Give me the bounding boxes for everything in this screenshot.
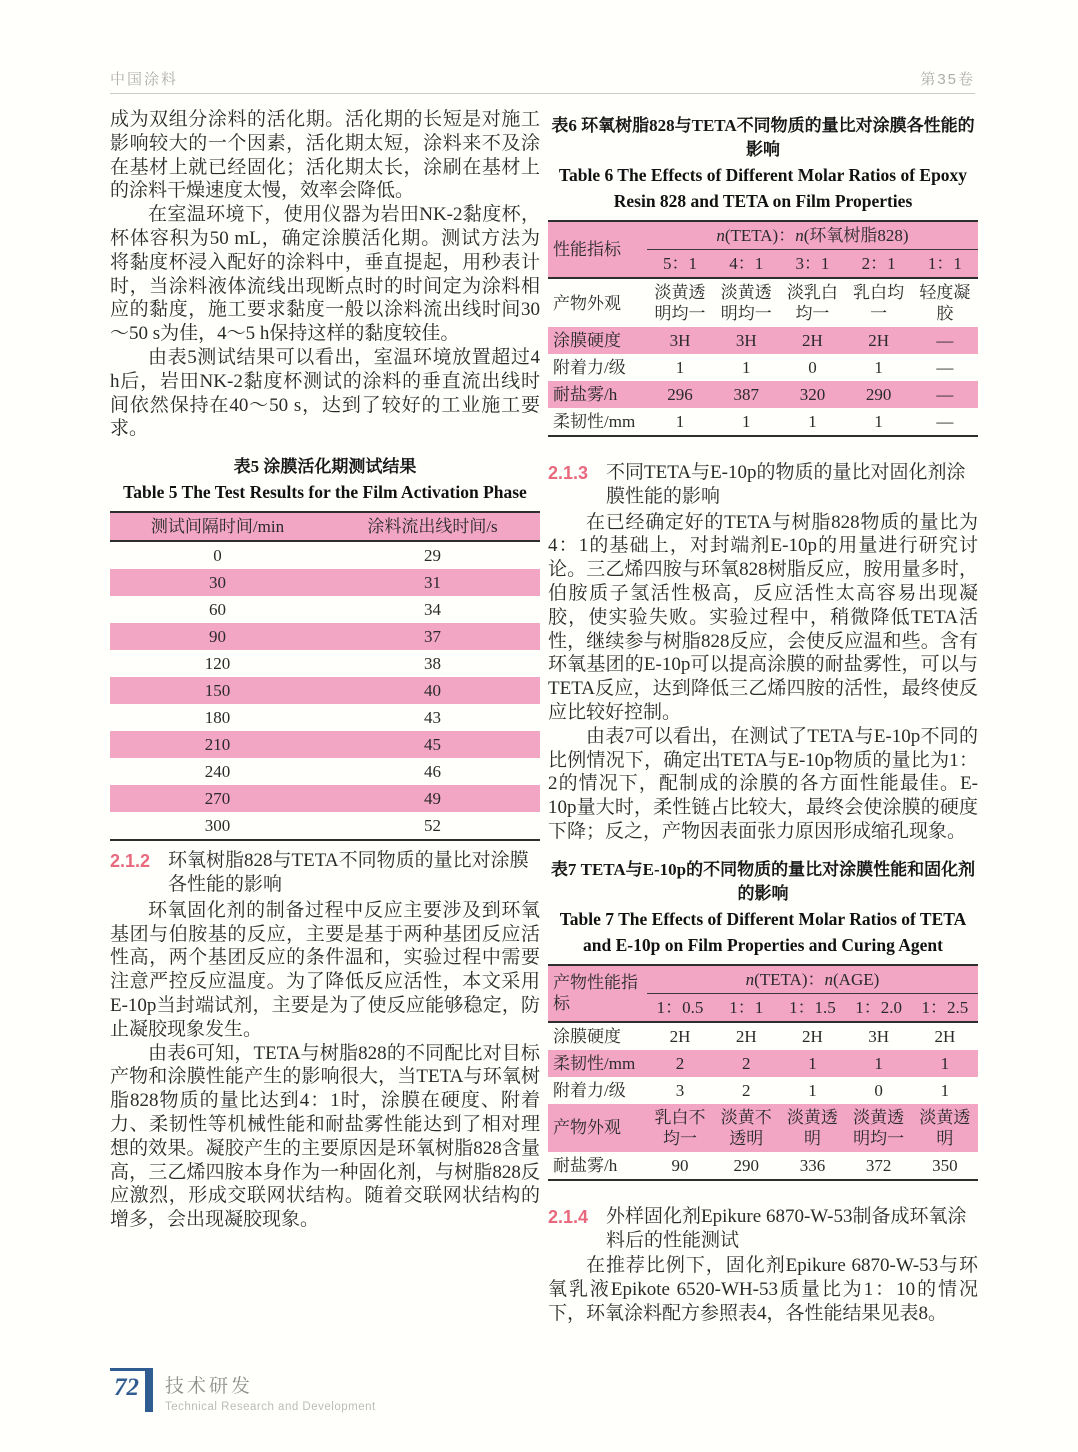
footer-section — [165, 1368, 376, 1413]
table5-body — [110, 541, 540, 840]
column-header: 3：1 — [779, 250, 845, 279]
table-cell: 淡乳白均一 — [786, 283, 838, 323]
table-row — [110, 650, 540, 677]
table-row — [548, 327, 978, 354]
span-header-text: (TETA)： — [724, 226, 796, 245]
left-column — [110, 108, 540, 1326]
table-cell: 淡黄透明均一 — [720, 283, 772, 323]
table-cell: — — [912, 327, 978, 354]
table-row — [110, 785, 540, 812]
section-heading-2-1-2 — [110, 849, 540, 897]
table-cell: 淡黄不透明 — [713, 1104, 779, 1152]
paragraph: 由表6可知，TETA与树脂828的不同配比对目标产物和涂膜性能产生的影响很大，当TETA与环氧树脂828物质的量比达到4：1时，涂膜在硬度、附着力、柔韧性等机械性能和耐盐雾性能达到了相对理想的效果。凝胶产生的主要原因是环氧树脂828含量高，三乙烯四胺本身作为一种固化剂，与树脂828反应激烈，形成交联网状结构。随着交联网状结构的增多，会出现凝胶现象。 — [110, 1042, 540, 1231]
table-cell: 乳白不均一 — [647, 1104, 713, 1152]
paragraph: 在已经确定好的TETA与树脂828物质的量比为4：1的基础上，对封端剂E-10p的用量进行研究讨论。三乙烯四胺与环氧828树脂反应，胺用量多时，伯胺质子氢活性极高，反应活性太高容易出现凝胶，使实验失败。实验过程中，稍微降低TETA活性，继续参与树脂828反应，会使反应温和些。含有环氧基团的E-10p可以提高涂膜的耐盐雾性，可以与TETA反应，达到降低三乙烯四胺的活性，最终使反应比较好控制。 — [548, 511, 978, 723]
table-cell: 2H — [735, 1026, 757, 1046]
paragraph: 成为双组分涂料的活化期。活化期的长短是对施工影响较大的一个因素，活化期太短，涂料来不及涂在基材上就已经固化；活化期太长，涂刷在基材上的涂料干燥速度太慢，效率会降低。 — [110, 109, 540, 202]
row-header-cell: 产物外观 — [553, 293, 621, 313]
table6-header — [548, 221, 978, 278]
table7-caption-en — [548, 906, 978, 958]
section-heading-2-1-4 — [548, 1205, 978, 1253]
n-symbol: n — [716, 226, 725, 245]
row-header-cell: 产物外观 — [548, 1104, 647, 1152]
column-header: 5：1 — [647, 250, 713, 279]
table-cell: 387 — [713, 381, 779, 408]
table-cell: 180 — [204, 708, 231, 728]
table-row — [110, 596, 540, 623]
table7-body — [548, 1022, 978, 1180]
table-row — [110, 512, 540, 541]
column-header: 1：1 — [912, 250, 978, 279]
table-cell: 1 — [741, 412, 751, 431]
table-cell: 290 — [846, 381, 912, 408]
table-cell: 2H — [779, 327, 845, 354]
table-cell: 296 — [647, 381, 713, 408]
row-header-cell: 柔韧性/mm — [553, 412, 636, 431]
n-symbol: n — [745, 969, 755, 989]
row-header-cell: 耐盐雾/h — [553, 1155, 618, 1175]
table-row — [110, 758, 540, 785]
table-row — [548, 1077, 978, 1104]
table-cell: 38 — [424, 654, 441, 674]
span-header-text: (AGE) — [833, 969, 880, 989]
span-header-text: (环氧树脂828) — [803, 226, 909, 245]
table-cell: 90 — [671, 1155, 689, 1175]
table-cell: 淡黄透明均一 — [654, 283, 706, 323]
table-cell: 240 — [204, 762, 231, 782]
span-header-text: (TETA)： — [754, 969, 825, 989]
table-cell: 0 — [874, 1080, 883, 1100]
table-cell: 1 — [912, 1050, 978, 1077]
section-title: 环氧树脂828与TETA不同物质的量比对涂膜各性能的影响 — [168, 850, 529, 895]
table-cell: 60 — [209, 600, 226, 620]
table7-header — [548, 965, 978, 1022]
section-title: 不同TETA与E-10p的物质的量比对固化剂涂膜性能的影响 — [606, 462, 966, 507]
table5-header — [110, 512, 540, 541]
table-cell: 90 — [110, 623, 325, 650]
table5-caption-zh: 表5 涂膜活化期测试结果 — [233, 457, 417, 477]
table-row — [548, 1050, 978, 1077]
table-cell: 30 — [110, 569, 325, 596]
column-header: 1：0.5 — [647, 993, 713, 1022]
row-header-cell: 涂膜硬度 — [553, 1026, 621, 1046]
span-header — [647, 965, 978, 994]
column-header: 4：1 — [713, 250, 779, 279]
row-header-cell: 附着力/级 — [553, 1080, 626, 1100]
row-header-cell: 柔韧性/mm — [548, 1050, 647, 1077]
footer-section-en: Technical Research and Development — [165, 1401, 376, 1413]
table6 — [548, 220, 978, 437]
section-heading-2-1-3 — [548, 461, 978, 509]
table-cell: 45 — [325, 731, 540, 758]
n-symbol: n — [795, 226, 804, 245]
caption-line: Resin 828 and TETA on Film Properties — [613, 191, 913, 211]
table-cell: 3H — [713, 327, 779, 354]
table-cell: 120 — [204, 654, 231, 674]
n-symbol: n — [824, 969, 833, 989]
table-cell: 1 — [741, 358, 751, 377]
footer-bar — [145, 1368, 153, 1412]
table-cell: 0 — [213, 546, 222, 566]
table-row — [548, 278, 978, 327]
table-row — [548, 965, 978, 994]
table-cell: 乳白均一 — [853, 283, 905, 323]
paragraph: 由表7可以看出，在测试了TETA与E-10p不同的比例情况下，确定出TETA与E-10p物质的量比为1：2的情况下，配制成的涂膜的各方面性能最佳。E-10p量大时，柔性链占比较大，最终会使涂膜的硬度下降；反之，产物因表面张力原因形成缩孔现象。 — [548, 725, 978, 842]
table-cell: 3H — [647, 327, 713, 354]
table-row — [110, 623, 540, 650]
table6-caption — [548, 114, 978, 214]
stub-header: 产物性能指标 — [548, 965, 647, 1022]
table-cell: 34 — [424, 600, 441, 620]
table5-caption-en: Table 5 The Test Results for the Film Activation Phase — [123, 482, 527, 503]
row-header-cell: 涂膜硬度 — [548, 327, 647, 354]
table-cell: 320 — [779, 381, 845, 408]
table-cell: 1 — [846, 1050, 912, 1077]
section-number: 2.1.2 — [110, 851, 151, 872]
table-row — [110, 541, 540, 569]
table-cell: 150 — [110, 677, 325, 704]
table-cell: 1 — [675, 358, 685, 377]
table-cell: 1 — [874, 412, 883, 431]
column-header: 涂料流出线时间/s — [325, 512, 540, 541]
table-cell: 1 — [874, 358, 883, 377]
table-row — [110, 569, 540, 596]
table-row — [110, 731, 540, 758]
table-cell: 1 — [779, 1050, 845, 1077]
right-column — [548, 108, 978, 1326]
table-cell: 3 — [675, 1080, 685, 1100]
table6-caption-zh: 表6 环氧树脂828与TETA不同物质的量比对涂膜各性能的影响 — [551, 116, 975, 159]
table-cell: 40 — [325, 677, 540, 704]
table-cell: 2 — [741, 1080, 751, 1100]
journal-name: 中国涂料 — [110, 71, 179, 88]
column-header: 1：2.5 — [912, 993, 978, 1022]
table-cell: 3H — [868, 1026, 890, 1046]
table-cell: — — [912, 381, 978, 408]
table-cell: 46 — [424, 762, 441, 782]
table-cell: — — [936, 358, 954, 377]
table-row — [110, 704, 540, 731]
table-row — [110, 677, 540, 704]
table-cell: 1 — [675, 412, 685, 431]
table-cell: 37 — [325, 623, 540, 650]
table-cell: 300 — [204, 816, 231, 836]
column-header: 1：2.0 — [846, 993, 912, 1022]
column-header: 1：1 — [713, 993, 779, 1022]
table-cell: 2 — [713, 1050, 779, 1077]
table-cell: 0 — [808, 358, 817, 377]
column-header: 测试间隔时间/min — [110, 512, 325, 541]
two-column-body — [110, 108, 978, 1326]
table7 — [548, 964, 978, 1181]
table-cell: 350 — [932, 1155, 958, 1175]
table-cell: 29 — [424, 546, 441, 566]
caption-line: and E-10p on Film Properties and Curing Agent — [583, 934, 943, 955]
table-cell: 31 — [325, 569, 540, 596]
caption-line: Table 7 The Effects of Different Molar Ratios of TETA — [559, 908, 967, 929]
table-cell: 轻度凝胶 — [919, 283, 971, 323]
table-cell: 淡黄透明 — [779, 1104, 845, 1152]
table-cell: 1 — [940, 1080, 950, 1100]
table-row — [548, 1104, 978, 1152]
table-cell: 1 — [808, 412, 817, 431]
table5 — [110, 511, 540, 841]
table-cell: 52 — [424, 816, 441, 836]
table6-caption-en — [548, 162, 978, 214]
table7-caption-zh: 表7 TETA与E-10p的不同物质的量比对涂膜性能和固化剂的影响 — [550, 859, 976, 903]
table-cell: 2H — [934, 1026, 956, 1046]
table-cell: 290 — [733, 1155, 759, 1175]
footer-section-zh: 技术研发 — [165, 1376, 254, 1397]
page-number: 72 — [110, 1368, 145, 1403]
table-cell: 49 — [325, 785, 540, 812]
column-header: 1：1.5 — [779, 993, 845, 1022]
table-cell: 2H — [669, 1026, 691, 1046]
table-cell: 淡黄透明均一 — [846, 1104, 912, 1152]
paragraph: 在推荐比例下，固化剂Epikure 6870-W-53与环氧乳液Epikote 6520-WH-53质量比为1：10的情况下，环氧涂料配方参照表4，各性能结果见表8。 — [548, 1255, 978, 1324]
table7-caption — [548, 858, 978, 958]
table-cell: 336 — [799, 1155, 826, 1175]
table5-caption — [110, 455, 540, 505]
paragraph: 在室温环境下，使用仪器为岩田NK-2黏度杯，杯体容积为50 mL，确定涂膜活化期。测试方法为将黏度杯浸入配好的涂料中，垂直提起，用秒表计时，当涂料液体流线出现断点时的时间定为涂料相应的黏度，施工要求黏度一般以涂料流出线时间30～50 s为佳，4～5 h保持这样的黏度较佳。 — [110, 204, 540, 345]
table-cell: 淡黄透明 — [912, 1104, 978, 1152]
table-cell: 2 — [647, 1050, 713, 1077]
stub-header: 性能指标 — [548, 221, 647, 278]
section-title: 外样固化剂Epikure 6870-W-53制备成环氧涂料后的性能测试 — [606, 1205, 967, 1251]
table-cell: 43 — [424, 708, 441, 728]
paragraph: 由表5测试结果可以看出，室温环境放置超过4 h后，岩田NK-2黏度杯测试的涂料的垂直流出线时间依然保持在40～50 s，达到了较好的工业施工要求。 — [110, 346, 540, 440]
table6-body — [548, 278, 978, 436]
table-cell: 2H — [802, 1026, 823, 1046]
table-row — [548, 1022, 978, 1050]
table-row — [548, 221, 978, 250]
span-header — [647, 221, 978, 250]
table-row — [548, 354, 978, 381]
row-header-cell: 耐盐雾/h — [548, 381, 647, 408]
table-cell: — — [936, 412, 954, 431]
volume-label: 第35卷 — [920, 71, 975, 88]
table-cell: 210 — [110, 731, 325, 758]
section-number: 2.1.3 — [548, 463, 589, 483]
running-head — [110, 70, 975, 94]
table-row — [548, 1152, 978, 1180]
table-cell: 270 — [110, 785, 325, 812]
row-header-cell: 附着力/级 — [553, 358, 626, 377]
table-cell: 2H — [846, 327, 912, 354]
caption-line: Table 6 The Effects of Different Molar Ratios of Epoxy — [558, 165, 968, 185]
table-row — [548, 408, 978, 436]
section-number: 2.1.4 — [548, 1206, 589, 1227]
table-row — [110, 812, 540, 840]
page-footer — [110, 1368, 376, 1413]
paragraph: 环氧固化剂的制备过程中反应主要涉及到环氧基团与伯胺基的反应，主要是基于两种基团反应活性高，两个基团反应的条件温和，实验过程中需要注意严控反应温度。为了降低反应活性，本文采用E-10p当封端试剂，主要是为了使反应能够稳定，防止凝胶现象发生。 — [110, 899, 540, 1040]
table-cell: 1 — [808, 1080, 817, 1100]
table-row — [548, 381, 978, 408]
column-header: 2：1 — [846, 250, 912, 279]
table-cell: 372 — [865, 1155, 892, 1175]
